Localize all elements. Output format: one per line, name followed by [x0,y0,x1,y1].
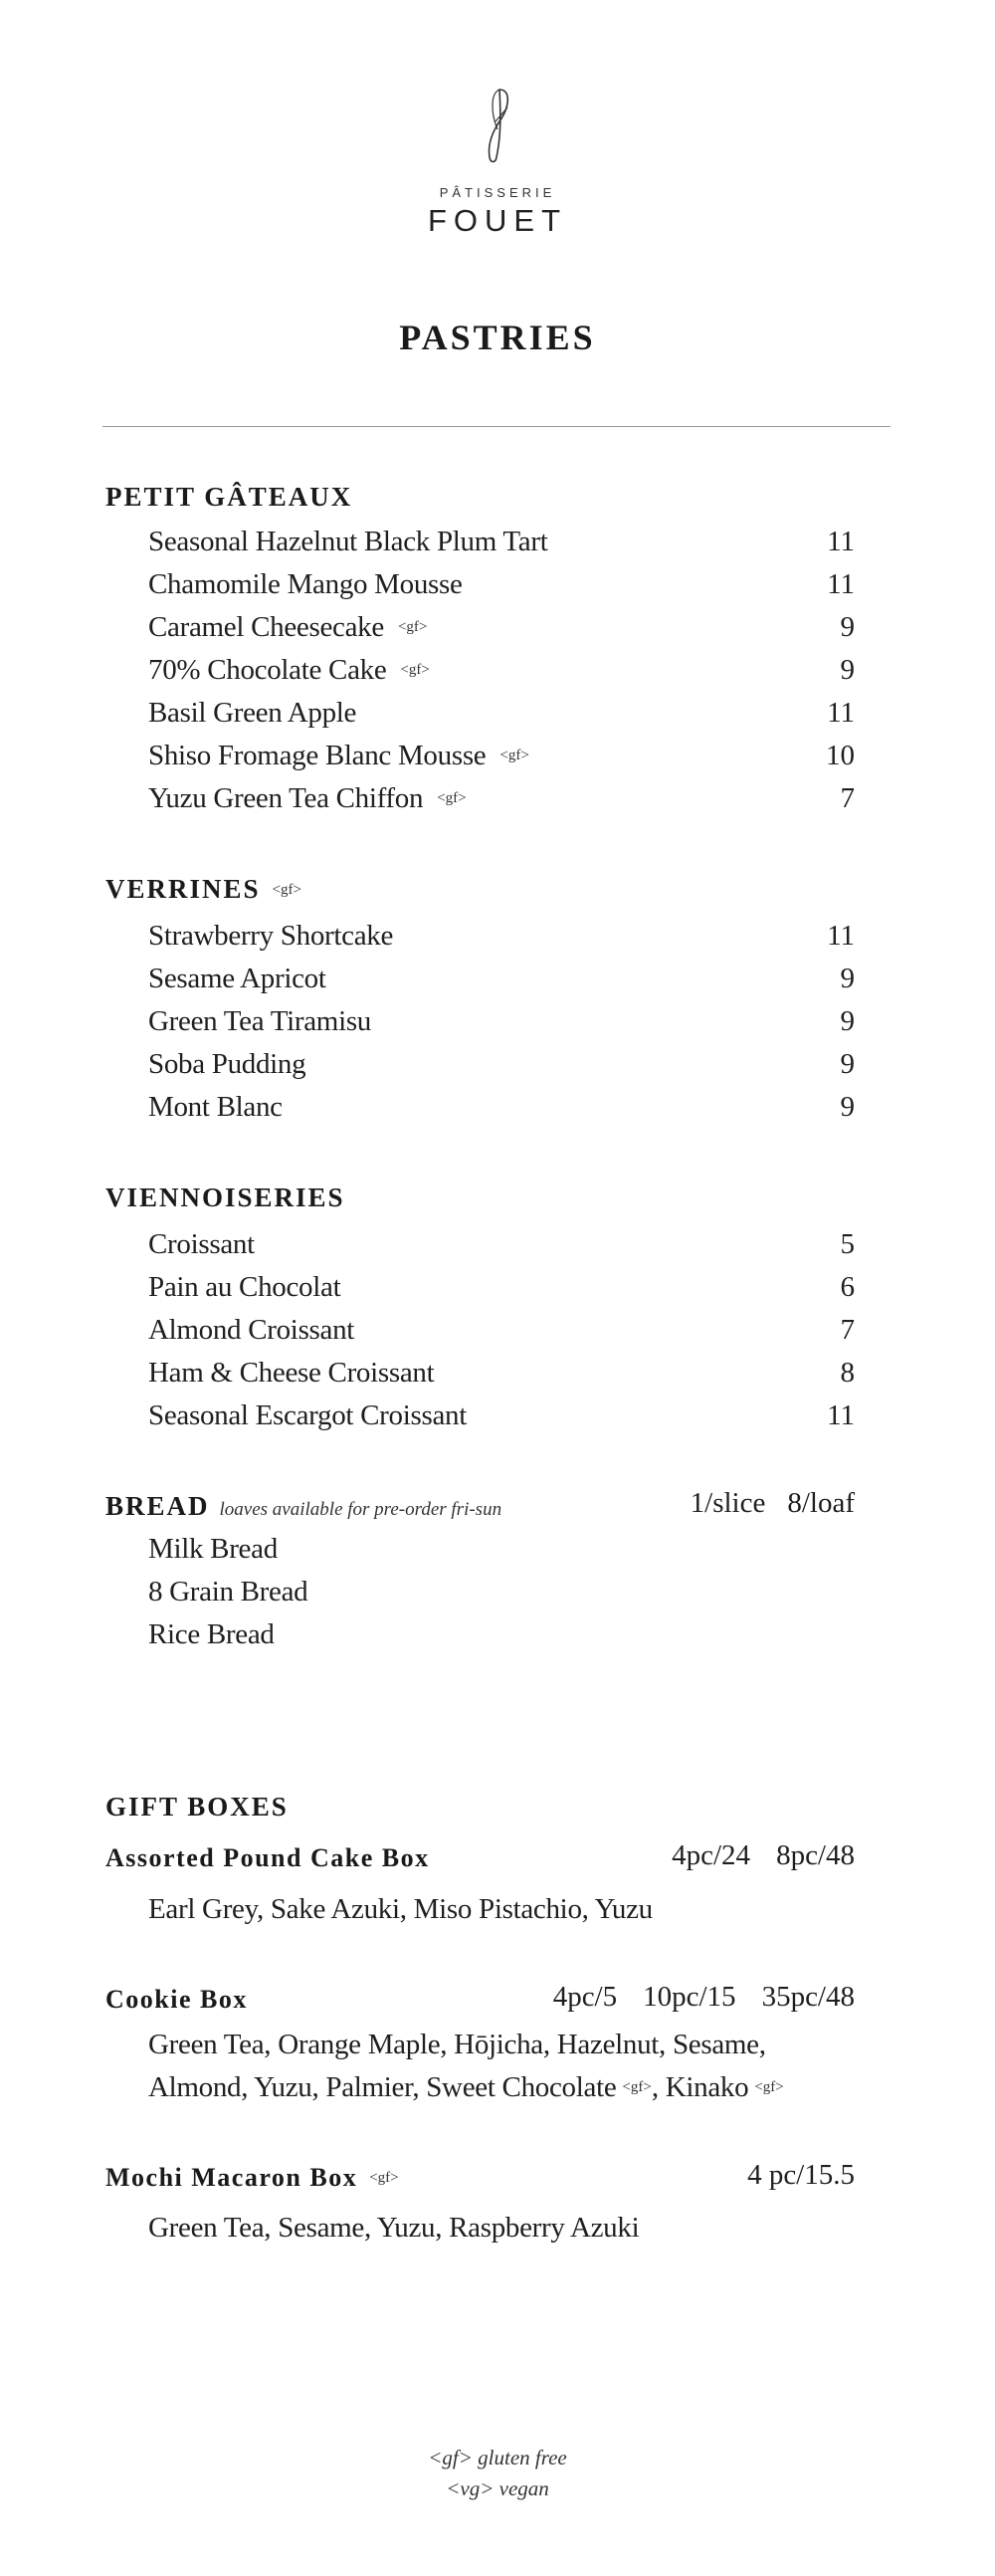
gf-tag: <gf> [499,748,529,763]
menu-item [148,1005,855,1048]
item-name: Yuzu Green Tea Chiffon [148,782,424,814]
item-name: Shiso Fromage Blanc Mousse [148,740,487,771]
item-name: Soba Pudding [148,1048,306,1080]
item-name: Sesame Apricot [148,963,326,994]
gift-box-name: Mochi Macaron Box [105,2163,358,2192]
item-name: Almond Croissant [148,1314,355,1346]
gf-tag: <gf> [397,619,428,635]
brand-name: FOUET [427,203,568,238]
item-name: Strawberry Shortcake [148,920,394,952]
gift-box-flavors: Green Tea, Sesame, Yuzu, Raspberry Azuki [148,2212,640,2244]
gift-box-price: 10pc/15 [643,1981,736,2013]
menu-item [148,1576,855,1618]
item-price: 11 [827,1399,855,1431]
item-name: Pain au Chocolat [148,1271,341,1303]
gf-tag: <gf> [369,2170,399,2186]
menu-item [148,1533,855,1576]
gift-box-price: 8pc/48 [776,1839,855,1871]
gift-box-price: 4 pc/15.5 [747,2159,855,2191]
menu-item [148,740,855,782]
section-title-petit-gateaux: PETIT GÂTEAUX [105,482,353,512]
menu-item [148,1618,855,1661]
section-title-viennoiseries: VIENNOISERIES [105,1182,345,1212]
gf-tag: <gf> [272,882,301,898]
item-price: 11 [827,526,855,557]
gf-tag: <gf> [437,790,467,806]
bread-note: loaves available for pre-order fri-sun [219,1499,502,1520]
item-name: Milk Bread [148,1533,278,1565]
item-price: 9 [840,611,855,643]
gift-box-prices [747,2159,855,2192]
section-title-verrines [105,874,301,905]
section-title-text: VERRINES [105,874,261,904]
brand-logo [0,86,995,165]
item-name: Caramel Cheesecake [148,611,384,643]
menu-item [148,1271,855,1314]
gf-tag: <gf> [622,2079,652,2095]
gift-box-flavors: Earl Grey, Sake Azuki, Miso Pistachio, Yuzu [148,1893,653,1925]
divider [102,426,891,427]
item-name: 8 Grain Bread [148,1576,308,1608]
gift-box-flavors: Green Tea, Orange Maple, Hōjicha, Hazelnut, Sesame, [148,2029,766,2060]
menu-item [148,526,855,568]
item-price: 9 [840,1005,855,1037]
gift-box-title [105,2163,399,2193]
item-name: Ham & Cheese Croissant [148,1357,435,1389]
price-per-slice: 1/slice [690,1487,766,1519]
item-price: 5 [840,1228,855,1260]
menu-item [148,697,855,740]
gift-box-price: 4pc/24 [672,1839,751,1871]
item-price: 9 [840,654,855,686]
flavor-text: Almond, Yuzu, Palmier, Sweet Chocolate [148,2071,617,2103]
page-title: PASTRIES [399,318,596,357]
item-price: 9 [840,963,855,994]
whisk-icon [478,86,517,165]
gf-tag: <gf> [754,2079,784,2095]
item-name: Rice Bread [148,1618,275,1650]
brand-subtitle: PÂTISSERIE [439,185,556,200]
section-title-bread [105,1491,501,1522]
menu-item [148,568,855,611]
item-price: 8 [840,1357,855,1389]
item-name: Seasonal Escargot Croissant [148,1399,467,1431]
gift-box-price: 4pc/5 [552,1981,618,2013]
item-price: 7 [840,1314,855,1346]
item-price: 10 [826,740,855,771]
section-title-text: BREAD [105,1491,210,1521]
item-name: Chamomile Mango Mousse [148,568,463,600]
menu-item [148,654,855,697]
item-price: 11 [827,697,855,729]
menu-item [148,1399,855,1442]
item-name: Croissant [148,1228,255,1260]
menu-item [148,782,855,825]
flavor-text: , Kinako [651,2071,749,2103]
menu-item [148,1314,855,1357]
bread-price [691,1487,855,1520]
menu-item [148,1228,855,1271]
gift-box-title: Cookie Box [105,1985,248,2014]
menu-item [148,920,855,963]
item-name: Green Tea Tiramisu [148,1005,372,1037]
gf-tag: <gf> [400,662,430,678]
gift-box-prices [553,1981,855,2014]
menu-item [148,611,855,654]
gift-box-title: Assorted Pound Cake Box [105,1843,430,1872]
menu-item [148,963,855,1005]
item-price: 7 [840,782,855,814]
item-price: 9 [840,1048,855,1080]
item-name: Seasonal Hazelnut Black Plum Tart [148,526,548,557]
menu-item [148,1091,855,1134]
item-name: Mont Blanc [148,1091,283,1123]
section-title-gift-boxes: GIFT BOXES [105,1792,289,1822]
legend-gluten-free: <gf> gluten free [428,2446,567,2469]
item-price: 11 [827,568,855,600]
item-price: 6 [840,1271,855,1303]
item-price: 9 [840,1091,855,1123]
gift-box-flavors [148,2071,784,2104]
price-per-loaf: 8/loaf [787,1487,855,1519]
item-name: Basil Green Apple [148,697,357,729]
item-name: 70% Chocolate Cake [148,654,387,686]
gift-box-price: 35pc/48 [761,1981,855,2013]
menu-item [148,1048,855,1091]
item-price: 11 [827,920,855,952]
legend-vegan: <vg> vegan [446,2476,549,2500]
gift-box-prices [672,1839,855,1872]
menu-item [148,1357,855,1399]
